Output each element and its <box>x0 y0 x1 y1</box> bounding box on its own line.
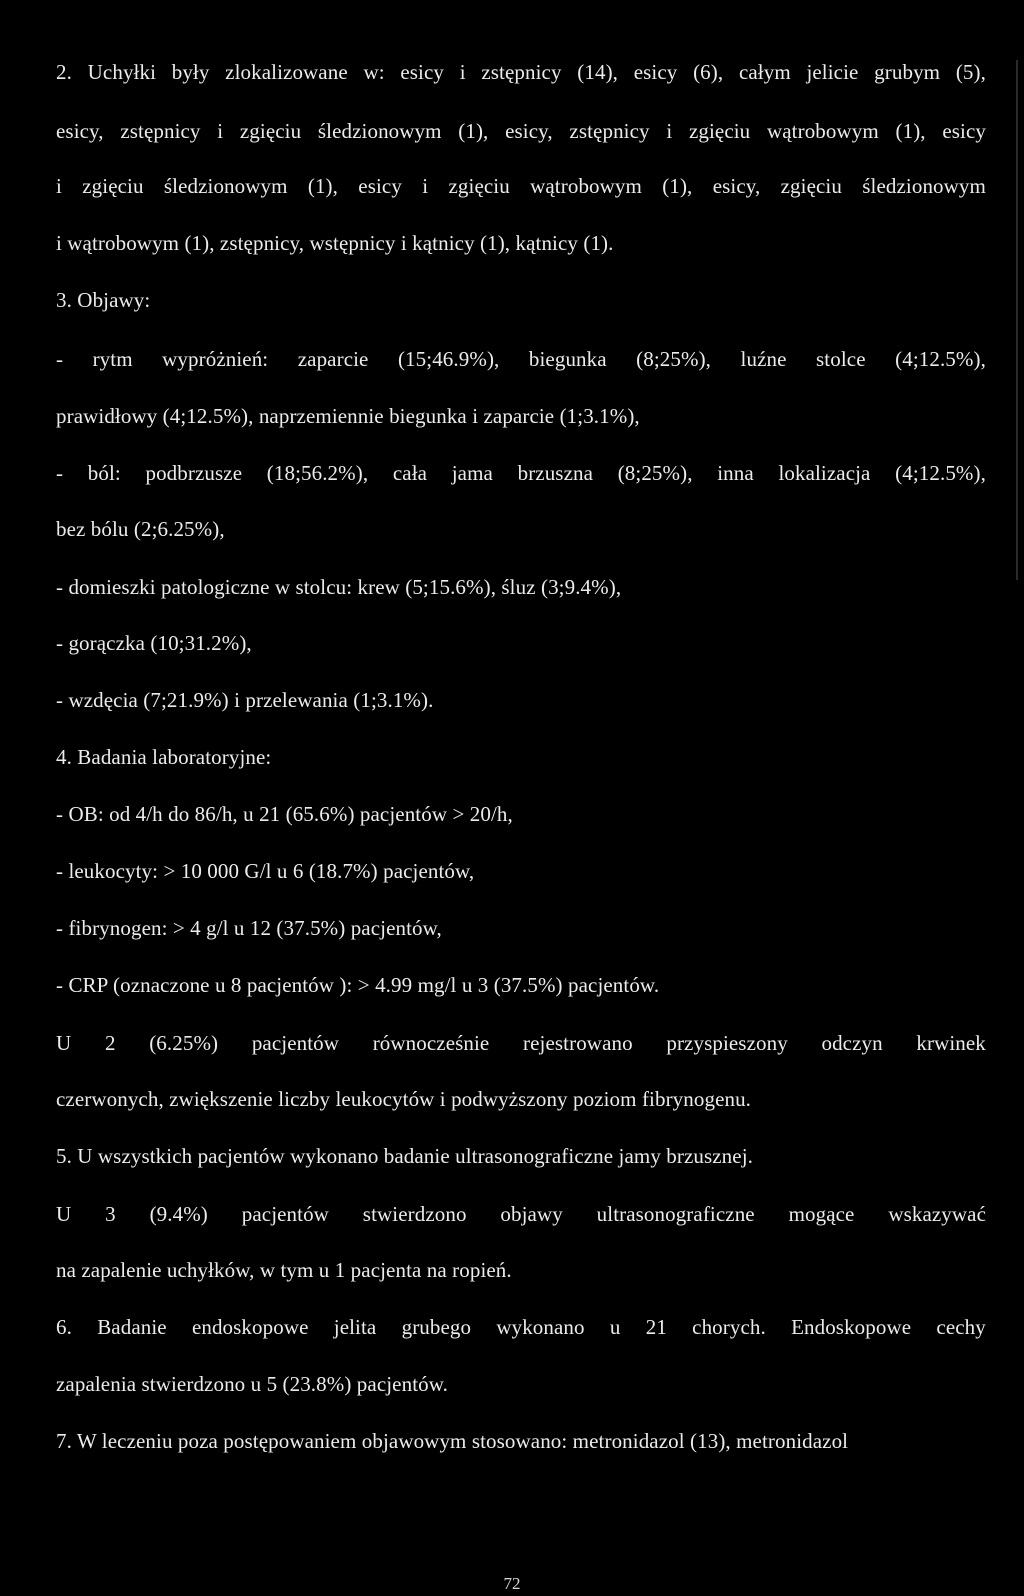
text-line-19: czerwonych, zwiększenie liczby leukocytów i podwyższony poziom fibrynogenu. <box>56 1087 752 1111</box>
text-line-8: - ból: podbrzusze (18;56.2%), cała jama brzuszna (8;25%), inna lokalizacja (4;12.5%), <box>56 461 986 485</box>
text-line-9: bez bólu (2;6.25%), <box>56 517 225 541</box>
page-number: 72 <box>503 1574 521 1593</box>
text-line-18: U 2 (6.25%) pacjentów równocześnie rejestrowano przyspieszony odczyn krwinek <box>56 1031 986 1055</box>
text-line-20: 5. U wszystkich pacjentów wykonano badanie ultrasonograficzne jamy brzusznej. <box>56 1144 753 1168</box>
text-line-10: - domieszki patologiczne w stolcu: krew (5;15.6%), śluz (3;9.4%), <box>56 575 622 599</box>
text-line-22: na zapalenie uchyłków, w tym u 1 pacjenta na ropień. <box>56 1258 512 1282</box>
text-line-11: - gorączka (10;31.2%), <box>56 631 252 655</box>
text-line-17: - CRP (oznaczone u 8 pacjentów ): > 4.99 mg/l u 3 (37.5%) pacjentów. <box>56 973 660 997</box>
text-line-3: i zgięciu śledzionowym (1), esicy i zgięciu wątrobowym (1), esicy, zgięciu śledzionowym <box>56 174 986 198</box>
text-line-5: 3. Objawy: <box>56 288 151 312</box>
scan-edge-mark <box>1016 60 1018 580</box>
text-line-25: 7. W leczeniu poza postępowaniem objawowym stosowano: metronidazol (13), metronidazol <box>56 1429 849 1453</box>
text-line-6: - rytm wypróżnień: zaparcie (15;46.9%), biegunka (8;25%), luźne stolce (4;12.5%), <box>56 347 986 371</box>
text-line-4: i wątrobowym (1), zstępnicy, wstępnicy i kątnicy (1), kątnicy (1). <box>56 231 614 255</box>
text-line-2: esicy, zstępnicy i zgięciu śledzionowym (1), esicy, zstępnicy i zgięciu wątrobowym (1), esicy <box>56 119 986 143</box>
text-line-21: U 3 (9.4%) pacjentów stwierdzono objawy ultrasonograficzne mogące wskazywać <box>56 1202 986 1226</box>
text-line-7: prawidłowy (4;12.5%), naprzemiennie biegunka i zaparcie (1;3.1%), <box>56 404 640 428</box>
text-line-16: - fibrynogen: > 4 g/l u 12 (37.5%) pacjentów, <box>56 916 442 940</box>
text-line-12: - wzdęcia (7;21.9%) i przelewania (1;3.1%). <box>56 688 434 712</box>
text-line-1: 2. Uchyłki były zlokalizowane w: esicy i zstępnicy (14), esicy (6), całym jelicie grubym (5), <box>56 60 986 84</box>
text-line-24: zapalenia stwierdzono u 5 (23.8%) pacjentów. <box>56 1372 448 1396</box>
text-line-13: 4. Badania laboratoryjne: <box>56 745 272 769</box>
text-line-14: - OB: od 4/h do 86/h, u 21 (65.6%) pacjentów > 20/h, <box>56 802 513 826</box>
text-line-23: 6. Badanie endoskopowe jelita grubego wykonano u 21 chorych. Endoskopowe cechy <box>56 1315 986 1339</box>
text-line-15: - leukocyty: > 10 000 G/l u 6 (18.7%) pacjentów, <box>56 859 475 883</box>
